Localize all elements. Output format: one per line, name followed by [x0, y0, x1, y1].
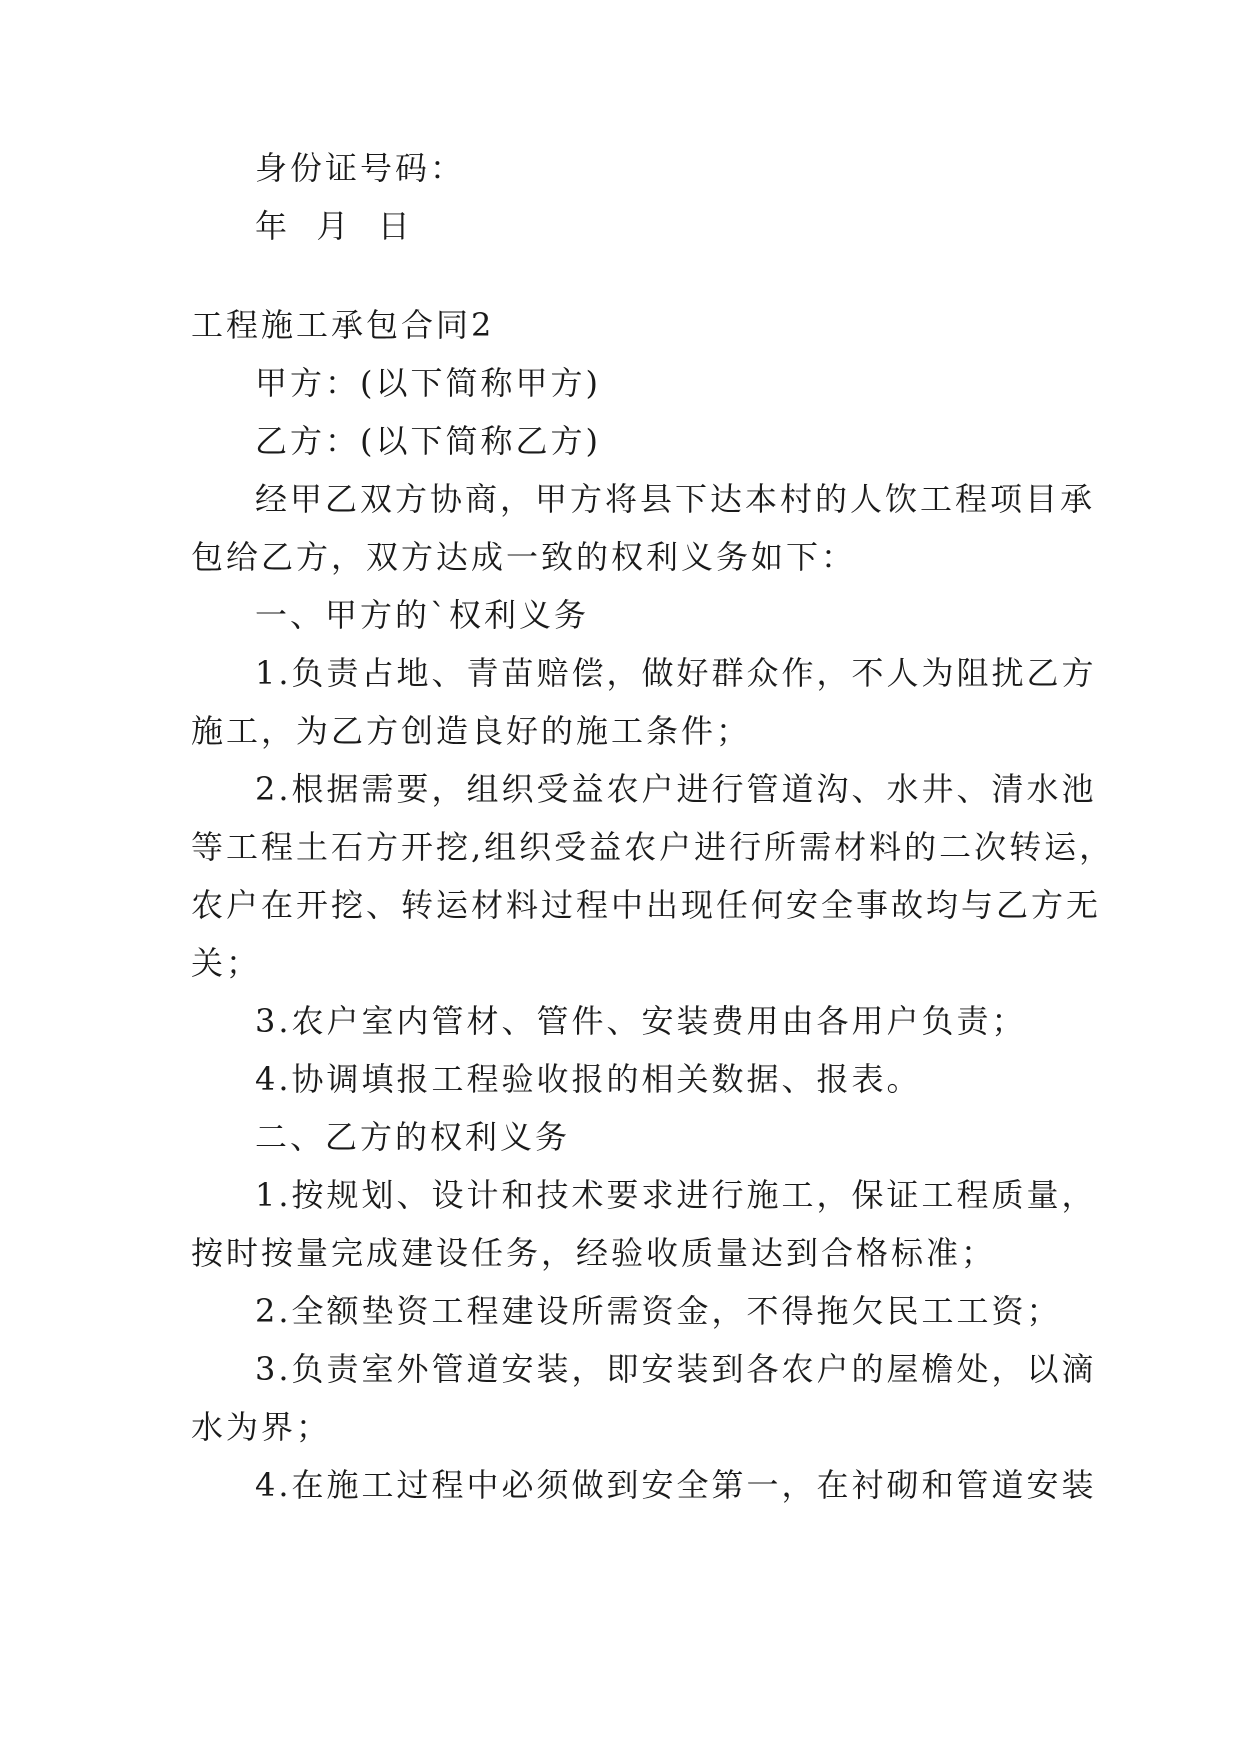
contract-title: 工程施工承包合同2 [191, 306, 495, 344]
paragraph-line: 包给乙方，双方达成一致的权利义务如下： [191, 538, 857, 576]
paragraph-line: 水为界； [191, 1408, 332, 1446]
section-2-heading: 二、乙方的权利义务 [255, 1118, 571, 1156]
paragraph-line: 农户在开挖、转运材料过程中出现任何安全事故均与乙方无 [191, 886, 1102, 924]
section-1-item-2 [191, 760, 1115, 992]
paragraph-line: 1.按规划、设计和技术要求进行施工，保证工程质量， [255, 1176, 1097, 1214]
id-number-label: 身份证号码： [255, 149, 466, 187]
paragraph-line: 2.根据需要，组织受益农户进行管道沟、水井、清水池 [255, 770, 1097, 808]
paragraph-line: 等工程土石方开挖,组织受益农户进行所需材料的二次转运， [191, 828, 1115, 866]
paragraph-line: 1.负责占地、青苗赔偿，做好群众作，不人为阻扰乙方 [255, 654, 1097, 692]
party-b-line: 乙方：(以下简称乙方) [255, 422, 601, 460]
paragraph-line: 经甲乙双方协商，甲方将县下达本村的人饮工程项目承 [255, 480, 1096, 518]
section-1-item-1 [191, 644, 1097, 760]
signature-block [191, 139, 1061, 255]
section-1-item-4: 4.协调填报工程验收报的相关数据、报表。 [255, 1060, 922, 1098]
date-line: 年 月 日 [255, 207, 413, 245]
paragraph-line: 3.负责室外管道安装，即安装到各农户的屋檐处，以滴 [255, 1350, 1097, 1388]
paragraph-line: 按时按量完成建设任务，经验收质量达到合格标准； [191, 1234, 997, 1272]
contract-body [191, 296, 1115, 1514]
paragraph-line: 关； [191, 944, 262, 982]
section-1-heading: 一、甲方的`权利义务 [255, 596, 590, 634]
section-2-item-2: 2.全额垫资工程建设所需资金，不得拖欠民工工资； [255, 1292, 1062, 1330]
section-2-item-3 [191, 1340, 1097, 1456]
party-a-line: 甲方：(以下简称甲方) [255, 364, 601, 402]
intro-paragraph [191, 470, 1096, 586]
section-2-item-4: 4.在施工过程中必须做到安全第一，在衬砌和管道安装 [255, 1466, 1097, 1504]
section-2-item-1 [191, 1166, 1097, 1282]
section-1-item-3: 3.农户室内管材、管件、安装费用由各用户负责； [255, 1002, 1027, 1040]
paragraph-line: 施工，为乙方创造良好的施工条件； [191, 712, 752, 750]
